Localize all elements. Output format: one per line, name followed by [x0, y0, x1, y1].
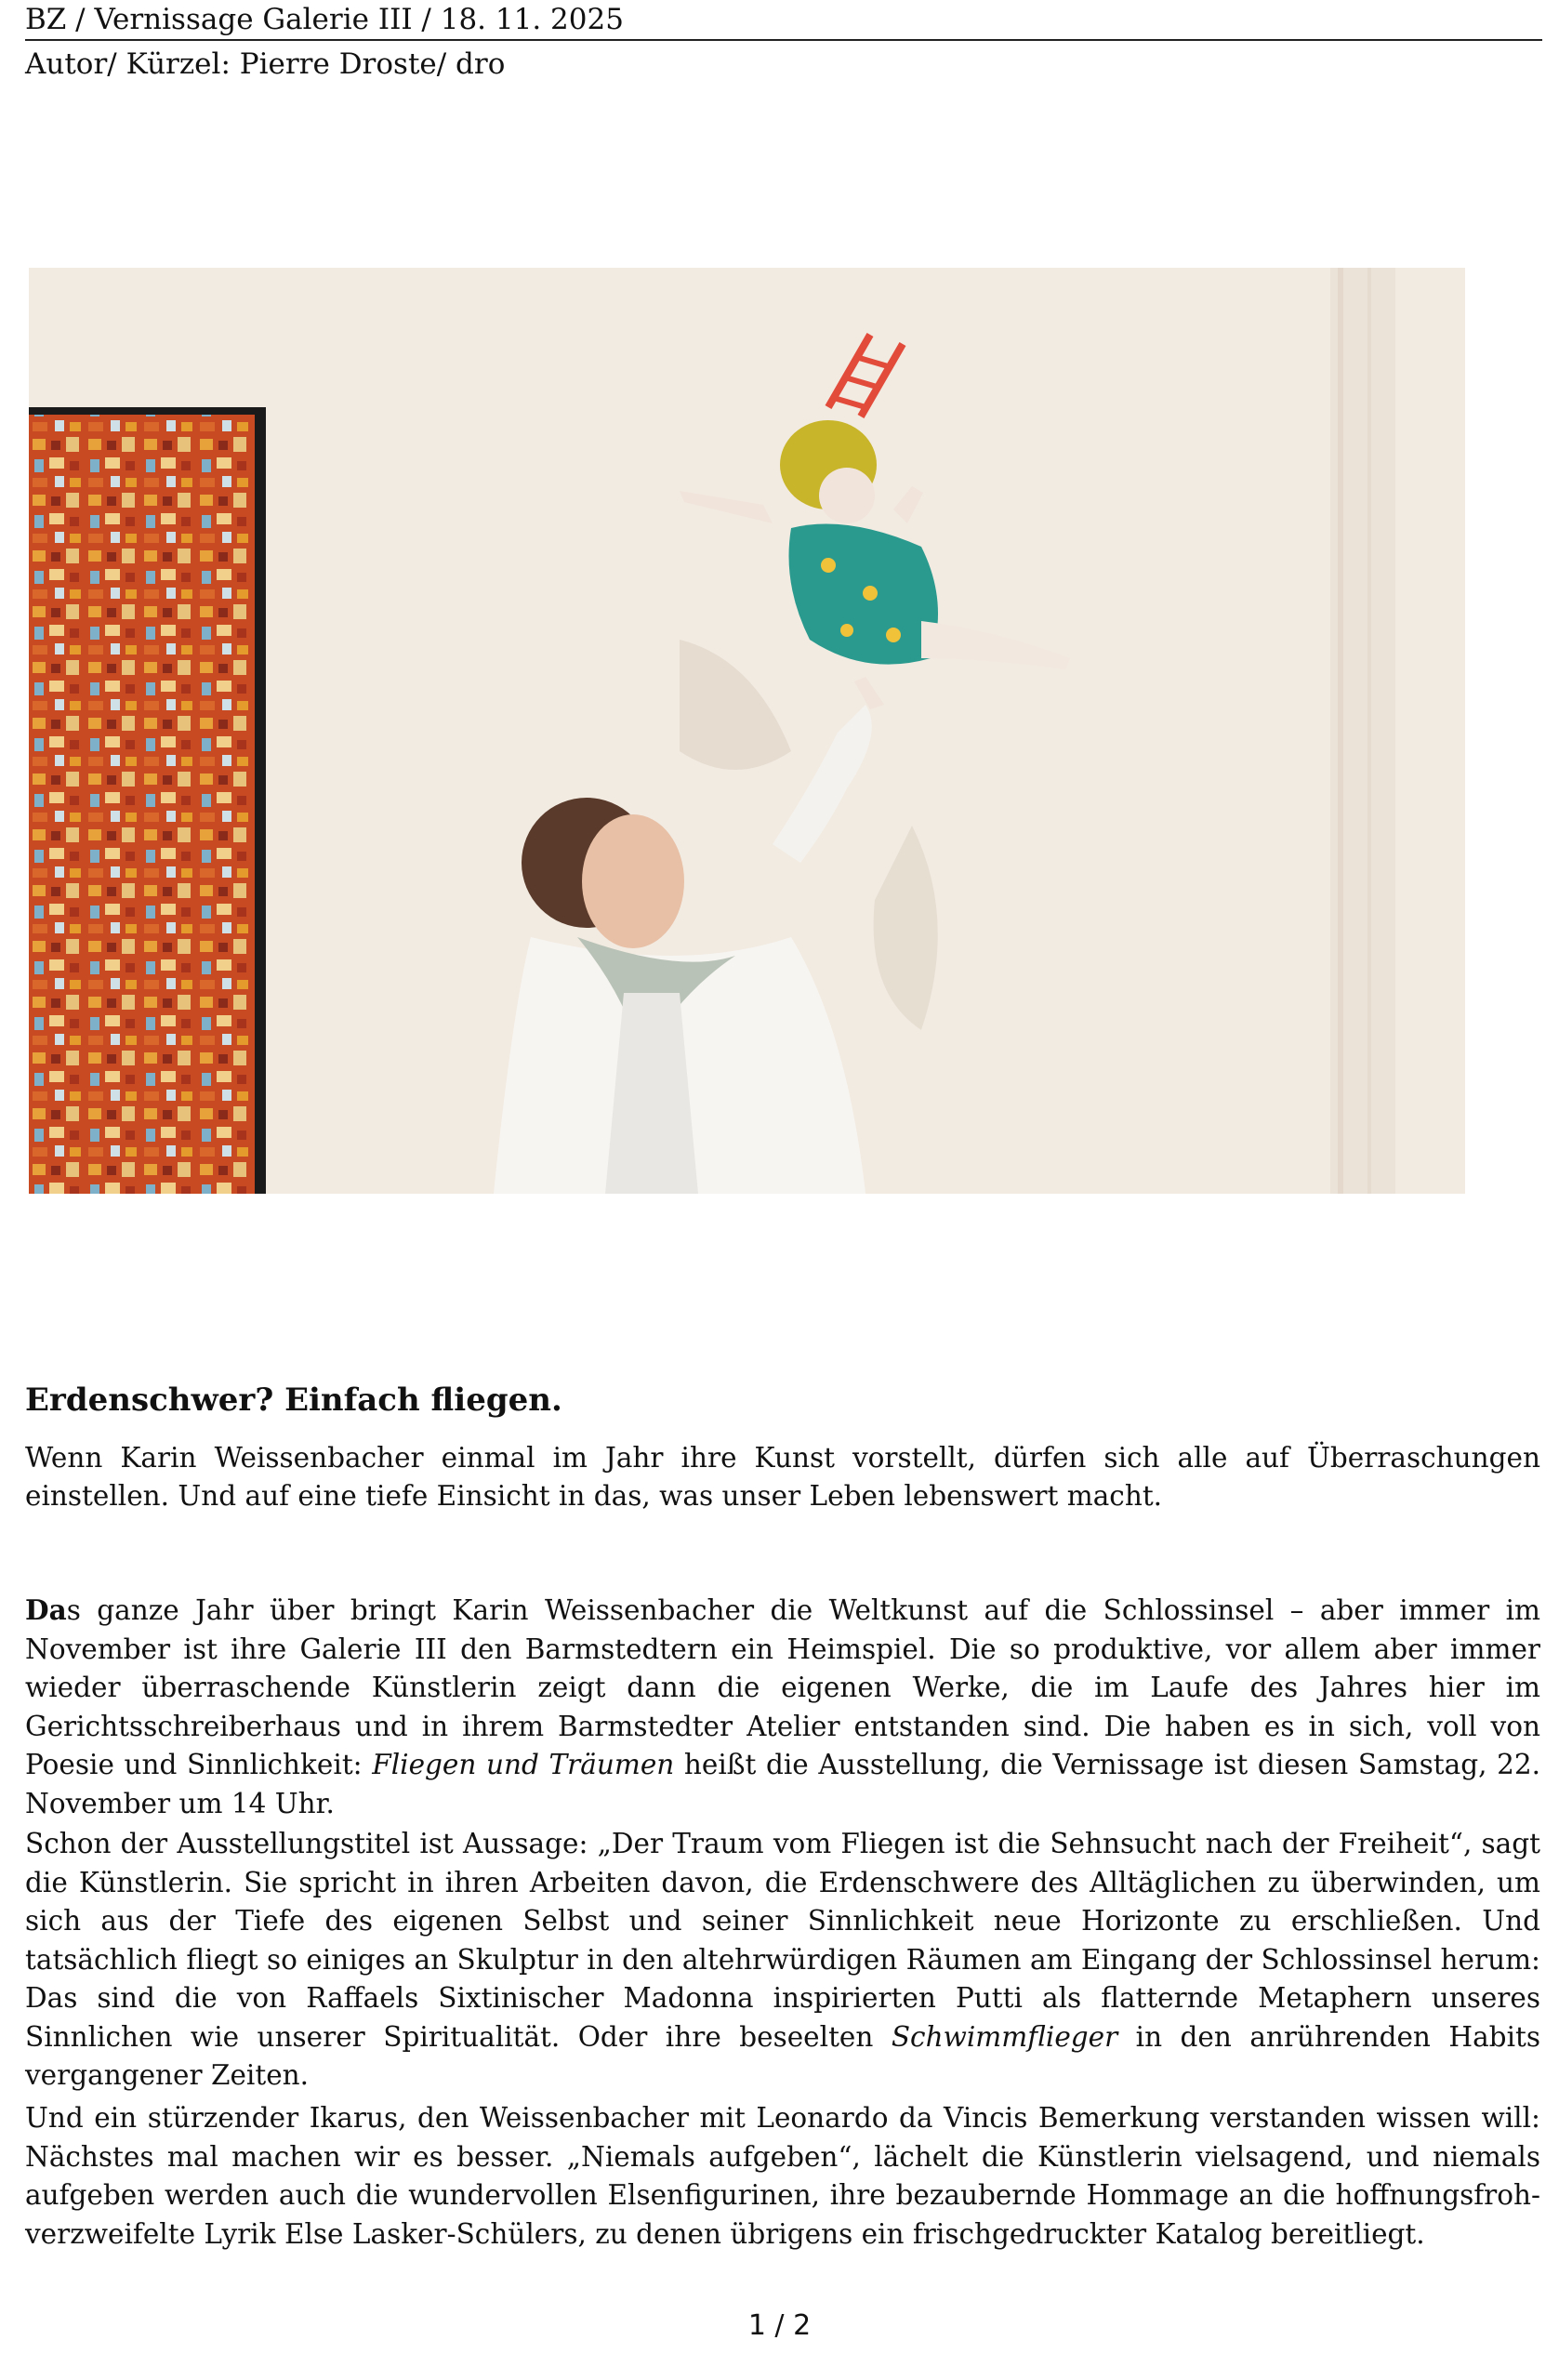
paragraph-1-dropcap: Da — [25, 1593, 67, 1626]
document-header — [25, 0, 1542, 84]
header-author-line: Autor/ Kürzel: Pierre Droste/ dro — [25, 47, 506, 81]
paragraph-1 — [25, 1591, 1540, 1823]
header-publication-line: BZ / Vernissage Galerie III / 18. 11. 2025 — [25, 3, 624, 36]
article-headline: Erdenschwer? Einfach fliegen. — [25, 1382, 562, 1419]
page-number: 1 / 2 — [747, 2309, 812, 2342]
photo-illustration — [29, 268, 1465, 1194]
paragraph-2 — [25, 1825, 1540, 2096]
sculpture-series-title: Schwimmflieger — [891, 2020, 1118, 2053]
article-lead: Wenn Karin Weissenbacher einmal im Jahr ihre Kunst vorstellt, dürfen sich alle auf Überraschungen einstellen. Und auf eine tiefe Einsicht in das, was unser Leben lebenswert macht. — [25, 1442, 1540, 1512]
article-photo — [29, 268, 1465, 1194]
paragraph-1-text-a: s ganze Jahr über bringt Karin Weissenbacher die Weltkunst auf die Schlossinsel – aber immer im November ist ihre Galerie III den Barmstedtern ein Heimspiel. Die so produktive, vor allem aber immer wieder überraschende Künstlerin zeigt dann die eigenen Werke, die im Laufe des Jahres hier im Gerichtsschreiberhaus und in ihrem Barmstedter Atelier entstanden sind. Die haben es in sich, voll von Poesie und Sinnlichkeit: — [25, 1594, 1540, 1780]
painting — [29, 407, 266, 1194]
header-divider — [25, 39, 1542, 41]
paragraph-2-text-a: Schon der Ausstellungstitel ist Aussage: „Der Traum vom Fliegen ist die Sehnsucht nach der Freiheit“, sagt die Künstlerin. Sie spricht in ihren Arbeiten davon, die Erdenschwere des Alltäglichen zu überwinden, um sich aus der Tiefe des eigenen Selbst und seiner Sinnlichkeit neue Horizonte zu erschließen. Und tatsächlich fliegt so einiges an Skulptur in den altehrwürdigen Räumen am Eingang der Schlossinsel herum: Das sind die von Raffaels Sixtinischer Madonna inspirierten Putti als flatternde Metaphern unseres Sinnlichen wie unserer Spiritualität. Oder ihre beseelten — [25, 1828, 1540, 2053]
paragraph-1-text-b: heißt die Ausstellung, die Vernissage ist diesen Samstag, 22. November um 14 Uhr. — [25, 1749, 1540, 1819]
exhibition-title: Fliegen und Träumen — [372, 1749, 675, 1780]
paragraph-2-text-b: in den anrührenden Habits vergangener Zeiten. — [25, 2020, 1540, 2091]
paragraph-3: Und ein stürzender Ikarus, den Weissenbacher mit Leonardo da Vincis Bemerkung verstanden wissen will: Nächstes mal machen wir es besser. „Niemals aufgeben“, lächelt die Künstlerin vielsagend, und niemals aufgeben werden auch die wundervollen Elsenfigurinen, ihre bezaubernde Hommage an die hoffnungsfroh-verzweifelte Lyrik Else Lasker-Schülers, zu denen übrigens ein frischgedruckter Katalog bereitliegt. — [25, 2102, 1540, 2250]
